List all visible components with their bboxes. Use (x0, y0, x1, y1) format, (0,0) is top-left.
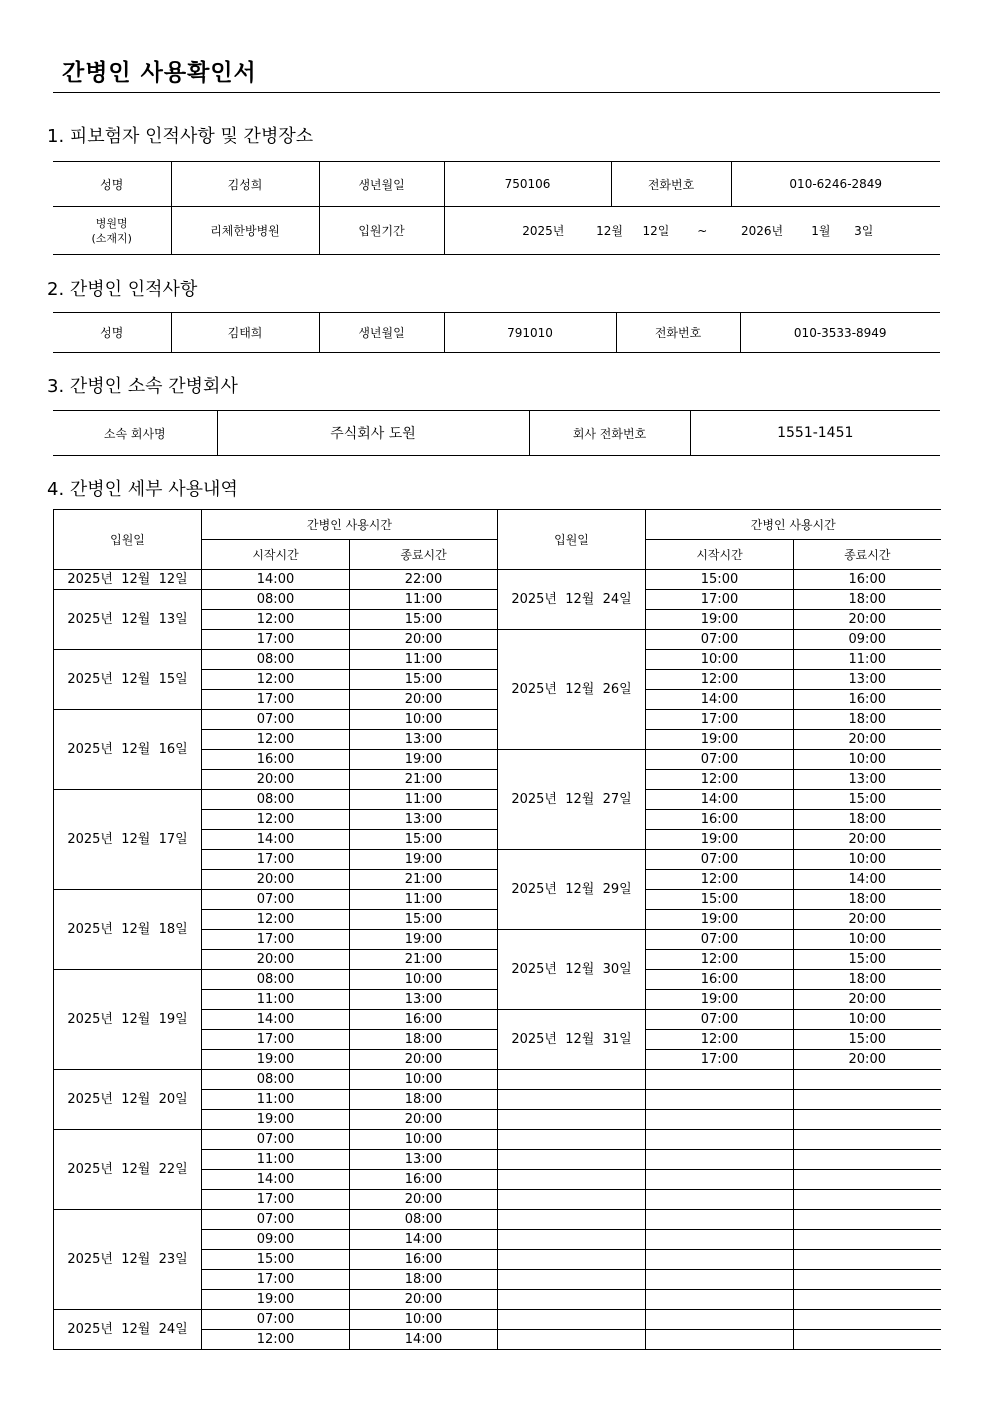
left-date-cell: 2025년 12월 23일 (54, 1210, 202, 1310)
right-start-time: 07:00 (646, 750, 794, 770)
left-end-time: 18:00 (350, 1090, 498, 1110)
left-end-time: 10:00 (350, 1070, 498, 1090)
right-start-time: 16:00 (646, 970, 794, 990)
left-end-time: 18:00 (350, 1030, 498, 1050)
left-end-time: 11:00 (350, 890, 498, 910)
right-end-time: 13:00 (794, 670, 941, 690)
right-empty-cell (498, 1170, 646, 1190)
right-empty-cell (794, 1150, 941, 1170)
left-start-time: 14:00 (202, 570, 350, 590)
page-title: 간병인 사용확인서 (62, 60, 257, 86)
left-end-time: 16:00 (350, 1250, 498, 1270)
left-start-time: 16:00 (202, 750, 350, 770)
left-date-cell: 2025년 12월 24일 (54, 1310, 202, 1350)
left-end-time: 16:00 (350, 1010, 498, 1030)
left-start-time: 11:00 (202, 1090, 350, 1110)
end-day: 3일 (854, 224, 874, 238)
right-start-time: 12:00 (646, 950, 794, 970)
left-start-time: 17:00 (202, 630, 350, 650)
right-end-time: 15:00 (794, 1030, 941, 1050)
left-end-time: 19:00 (350, 930, 498, 950)
insured-name: 김성희 (171, 162, 319, 207)
left-end-time: 19:00 (350, 750, 498, 770)
insured-birth-label: 생년월일 (319, 162, 444, 207)
left-end-time: 20:00 (350, 1190, 498, 1210)
right-empty-cell (794, 1250, 941, 1270)
right-empty-cell (498, 1330, 646, 1350)
left-start-time: 07:00 (202, 1210, 350, 1230)
table-row (54, 570, 941, 590)
right-empty-cell (498, 1230, 646, 1250)
right-empty-cell (646, 1310, 794, 1330)
caregiver-name: 김태희 (171, 313, 319, 353)
right-empty-cell (794, 1230, 941, 1250)
company-phone-label: 회사 전화번호 (529, 411, 690, 456)
left-date-cell: 2025년 12월 22일 (54, 1130, 202, 1210)
table-row (54, 1130, 941, 1150)
insured-phone: 010-6246-2849 (731, 162, 940, 207)
right-date-cell: 2025년 12월 24일 (498, 570, 646, 630)
hospital-label-cell (53, 207, 171, 255)
left-start-time: 07:00 (202, 890, 350, 910)
right-start-time: 19:00 (646, 990, 794, 1010)
left-start-time: 17:00 (202, 690, 350, 710)
right-empty-cell (498, 1110, 646, 1130)
right-start-time: 07:00 (646, 630, 794, 650)
right-start-time: 14:00 (646, 690, 794, 710)
right-date-cell: 2025년 12월 29일 (498, 850, 646, 930)
section-3-heading: 3. 간병인 소속 간병회사 (47, 376, 238, 397)
right-start-time: 07:00 (646, 850, 794, 870)
left-end-time: 11:00 (350, 590, 498, 610)
right-empty-cell (794, 1190, 941, 1210)
right-empty-cell (794, 1210, 941, 1230)
right-start-time: 10:00 (646, 650, 794, 670)
table-row (54, 1210, 941, 1230)
right-empty-cell (646, 1070, 794, 1090)
left-date-header: 입원일 (54, 510, 202, 570)
left-end-time: 13:00 (350, 730, 498, 750)
right-start-time: 12:00 (646, 1030, 794, 1050)
section-1-heading: 1. 피보험자 인적사항 및 간병장소 (47, 126, 314, 147)
right-start-time: 12:00 (646, 670, 794, 690)
left-start-time: 17:00 (202, 1190, 350, 1210)
right-empty-cell (498, 1190, 646, 1210)
right-empty-cell (498, 1130, 646, 1150)
left-usage-header: 간병인 사용시간 (202, 510, 498, 540)
right-end-time: 20:00 (794, 610, 941, 630)
right-usage-header: 간병인 사용시간 (646, 510, 941, 540)
right-start-time: 07:00 (646, 930, 794, 950)
right-date-cell: 2025년 12월 30일 (498, 930, 646, 1010)
right-empty-cell (794, 1110, 941, 1130)
right-empty-cell (646, 1270, 794, 1290)
left-end-time: 10:00 (350, 1310, 498, 1330)
left-end-time: 13:00 (350, 990, 498, 1010)
admission-period (444, 207, 940, 255)
left-end-time: 13:00 (350, 1150, 498, 1170)
right-empty-cell (794, 1070, 941, 1090)
insured-birth: 750106 (444, 162, 611, 207)
caregiver-birth-label: 생년월일 (319, 313, 444, 353)
section-2-heading: 2. 간병인 인적사항 (47, 279, 198, 300)
right-end-time: 09:00 (794, 630, 941, 650)
right-start-time: 07:00 (646, 1010, 794, 1030)
caregiver-phone-label: 전화번호 (616, 313, 740, 353)
right-date-cell: 2025년 12월 26일 (498, 630, 646, 750)
company-info-table (53, 410, 940, 456)
right-start-header: 시작시간 (646, 540, 794, 570)
left-start-time: 20:00 (202, 870, 350, 890)
left-start-time: 14:00 (202, 1170, 350, 1190)
left-end-time: 20:00 (350, 690, 498, 710)
right-end-time: 18:00 (794, 970, 941, 990)
right-end-time: 16:00 (794, 570, 941, 590)
left-start-time: 09:00 (202, 1230, 350, 1250)
section-4-heading: 4. 간병인 세부 사용내역 (47, 479, 238, 500)
left-end-time: 21:00 (350, 870, 498, 890)
right-end-time: 13:00 (794, 770, 941, 790)
left-end-time: 18:00 (350, 1270, 498, 1290)
left-date-cell: 2025년 12월 19일 (54, 970, 202, 1070)
right-date-cell: 2025년 12월 27일 (498, 750, 646, 850)
left-start-time: 12:00 (202, 910, 350, 930)
left-start-time: 07:00 (202, 1130, 350, 1150)
left-start-time: 17:00 (202, 1270, 350, 1290)
right-empty-cell (794, 1270, 941, 1290)
right-end-time: 20:00 (794, 830, 941, 850)
insured-info-table (53, 161, 940, 255)
left-end-time: 19:00 (350, 850, 498, 870)
right-empty-cell (646, 1250, 794, 1270)
right-end-time: 20:00 (794, 730, 941, 750)
right-end-time: 10:00 (794, 930, 941, 950)
right-start-time: 19:00 (646, 910, 794, 930)
right-end-time: 20:00 (794, 990, 941, 1010)
right-empty-cell (794, 1130, 941, 1150)
caregiver-name-label: 성명 (53, 313, 171, 353)
end-month: 1월 (811, 224, 831, 238)
table-row (54, 650, 941, 670)
left-date-cell: 2025년 12월 12일 (54, 570, 202, 590)
table-row (54, 710, 941, 730)
right-empty-cell (646, 1130, 794, 1150)
period-label: 입원기간 (319, 207, 444, 255)
left-end-time: 21:00 (350, 770, 498, 790)
right-end-time: 18:00 (794, 890, 941, 910)
left-end-time: 15:00 (350, 910, 498, 930)
right-start-time: 19:00 (646, 730, 794, 750)
left-start-time: 15:00 (202, 1250, 350, 1270)
right-end-time: 18:00 (794, 710, 941, 730)
table-row (54, 790, 941, 810)
start-year: 2025년 (522, 224, 565, 238)
right-empty-cell (794, 1290, 941, 1310)
left-start-time: 14:00 (202, 1010, 350, 1030)
left-start-time: 17:00 (202, 850, 350, 870)
right-end-time: 20:00 (794, 1050, 941, 1070)
start-month: 12월 (596, 224, 624, 238)
caregiver-phone: 010-3533-8949 (740, 313, 940, 353)
company-name: 주식회사 도원 (217, 411, 529, 456)
left-end-header: 종료시간 (350, 540, 498, 570)
left-start-time: 12:00 (202, 670, 350, 690)
table-row (54, 970, 941, 990)
left-start-time: 12:00 (202, 1330, 350, 1350)
left-start-time: 19:00 (202, 1050, 350, 1070)
left-start-time: 08:00 (202, 790, 350, 810)
left-start-time: 08:00 (202, 650, 350, 670)
left-start-time: 08:00 (202, 970, 350, 990)
right-empty-cell (794, 1170, 941, 1190)
table-row (54, 1310, 941, 1330)
company-phone: 1551-1451 (690, 411, 940, 456)
left-end-time: 22:00 (350, 570, 498, 590)
right-date-header: 입원일 (498, 510, 646, 570)
right-empty-cell (498, 1150, 646, 1170)
right-end-time: 14:00 (794, 870, 941, 890)
left-end-time: 10:00 (350, 1130, 498, 1150)
left-start-time: 11:00 (202, 990, 350, 1010)
right-end-time: 15:00 (794, 790, 941, 810)
title-underline (53, 92, 940, 93)
right-start-time: 17:00 (646, 590, 794, 610)
right-date-cell: 2025년 12월 31일 (498, 1010, 646, 1070)
right-empty-cell (498, 1310, 646, 1330)
left-start-header: 시작시간 (202, 540, 350, 570)
right-end-time: 10:00 (794, 750, 941, 770)
left-end-time: 15:00 (350, 830, 498, 850)
right-end-time: 10:00 (794, 1010, 941, 1030)
left-date-cell: 2025년 12월 13일 (54, 590, 202, 650)
left-end-time: 16:00 (350, 1170, 498, 1190)
right-end-time: 15:00 (794, 950, 941, 970)
right-start-time: 16:00 (646, 810, 794, 830)
left-start-time: 17:00 (202, 1030, 350, 1050)
left-date-cell: 2025년 12월 17일 (54, 790, 202, 890)
right-empty-cell (498, 1210, 646, 1230)
left-start-time: 12:00 (202, 730, 350, 750)
right-empty-cell (646, 1330, 794, 1350)
left-start-time: 19:00 (202, 1290, 350, 1310)
left-start-time: 17:00 (202, 930, 350, 950)
left-date-cell: 2025년 12월 16일 (54, 710, 202, 790)
right-empty-cell (646, 1110, 794, 1130)
left-start-time: 07:00 (202, 710, 350, 730)
right-start-time: 17:00 (646, 710, 794, 730)
left-end-time: 08:00 (350, 1210, 498, 1230)
right-empty-cell (646, 1090, 794, 1110)
left-end-time: 10:00 (350, 970, 498, 990)
left-end-time: 11:00 (350, 790, 498, 810)
left-end-time: 20:00 (350, 1110, 498, 1130)
right-empty-cell (498, 1250, 646, 1270)
right-end-time: 18:00 (794, 590, 941, 610)
company-name-label: 소속 회사명 (53, 411, 217, 456)
left-start-time: 08:00 (202, 590, 350, 610)
right-empty-cell (646, 1170, 794, 1190)
right-start-time: 14:00 (646, 790, 794, 810)
right-empty-cell (646, 1210, 794, 1230)
left-start-time: 14:00 (202, 830, 350, 850)
left-end-time: 10:00 (350, 710, 498, 730)
right-end-time: 16:00 (794, 690, 941, 710)
right-start-time: 12:00 (646, 870, 794, 890)
right-empty-cell (646, 1150, 794, 1170)
left-end-time: 20:00 (350, 1290, 498, 1310)
start-day: 12일 (642, 224, 670, 238)
right-empty-cell (794, 1090, 941, 1110)
left-end-time: 14:00 (350, 1330, 498, 1350)
left-end-time: 13:00 (350, 810, 498, 830)
table-row (54, 1070, 941, 1090)
left-start-time: 12:00 (202, 610, 350, 630)
left-end-time: 20:00 (350, 1050, 498, 1070)
hospital-label-sub: (소재지) (91, 231, 132, 245)
left-date-cell: 2025년 12월 20일 (54, 1070, 202, 1130)
left-start-time: 08:00 (202, 1070, 350, 1090)
left-start-time: 19:00 (202, 1110, 350, 1130)
left-end-time: 11:00 (350, 650, 498, 670)
end-year: 2026년 (741, 224, 784, 238)
left-start-time: 07:00 (202, 1310, 350, 1330)
left-start-time: 20:00 (202, 950, 350, 970)
right-empty-cell (794, 1310, 941, 1330)
left-end-time: 15:00 (350, 610, 498, 630)
right-start-time: 19:00 (646, 830, 794, 850)
hospital-label: 병원명 (95, 216, 128, 230)
right-start-time: 17:00 (646, 1050, 794, 1070)
left-date-cell: 2025년 12월 15일 (54, 650, 202, 710)
left-end-time: 20:00 (350, 630, 498, 650)
right-end-time: 10:00 (794, 850, 941, 870)
right-start-time: 12:00 (646, 770, 794, 790)
period-tilde: ~ (697, 224, 708, 238)
caregiver-info-table (53, 312, 940, 353)
insured-name-label: 성명 (53, 162, 171, 207)
right-empty-cell (646, 1190, 794, 1210)
header-row-1 (54, 510, 941, 540)
right-end-time: 18:00 (794, 810, 941, 830)
right-empty-cell (498, 1270, 646, 1290)
table-row (54, 890, 941, 910)
left-end-time: 21:00 (350, 950, 498, 970)
right-end-time: 11:00 (794, 650, 941, 670)
right-empty-cell (498, 1290, 646, 1310)
right-start-time: 19:00 (646, 610, 794, 630)
right-empty-cell (646, 1290, 794, 1310)
left-start-time: 12:00 (202, 810, 350, 830)
caregiver-birth: 791010 (444, 313, 616, 353)
right-start-time: 15:00 (646, 890, 794, 910)
right-empty-cell (498, 1090, 646, 1110)
left-start-time: 20:00 (202, 770, 350, 790)
table-row (54, 590, 941, 610)
right-empty-cell (794, 1330, 941, 1350)
right-start-time: 15:00 (646, 570, 794, 590)
right-empty-cell (646, 1230, 794, 1250)
left-date-cell: 2025년 12월 18일 (54, 890, 202, 970)
right-end-time: 20:00 (794, 910, 941, 930)
insured-phone-label: 전화번호 (611, 162, 731, 207)
hospital-name: 리체한방병원 (171, 207, 319, 255)
left-end-time: 14:00 (350, 1230, 498, 1250)
usage-detail-table (53, 509, 941, 1350)
right-empty-cell (498, 1070, 646, 1090)
left-start-time: 11:00 (202, 1150, 350, 1170)
left-end-time: 15:00 (350, 670, 498, 690)
right-end-header: 종료시간 (794, 540, 941, 570)
